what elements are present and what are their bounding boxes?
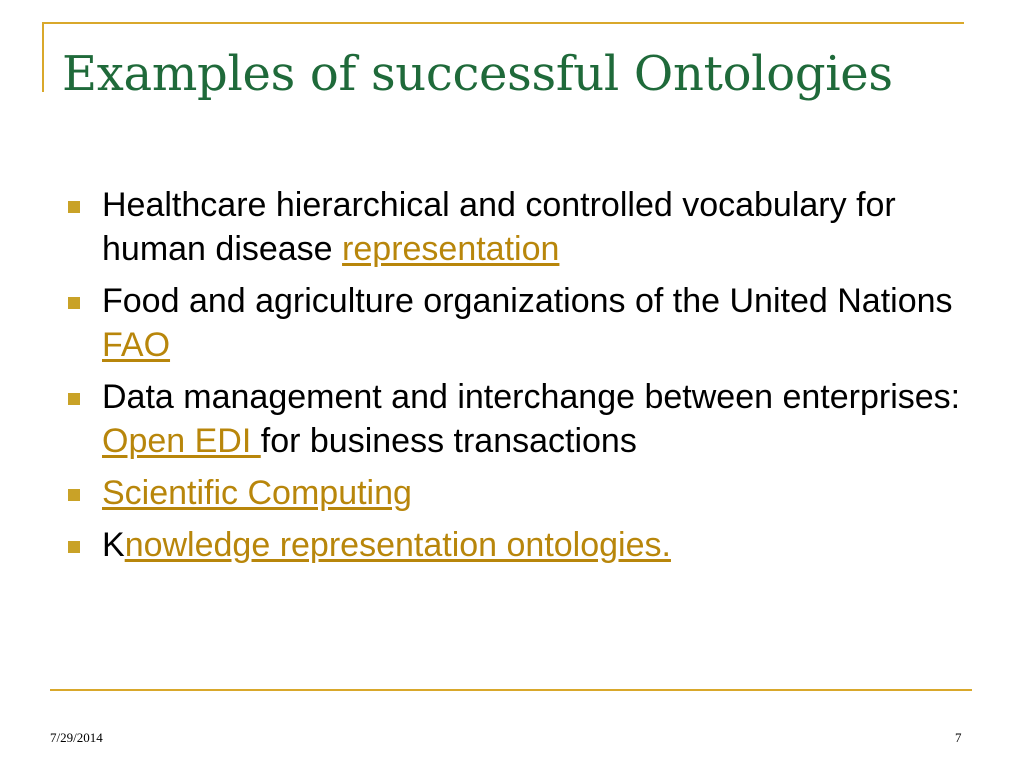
frame-top-line [42, 22, 964, 24]
footer-date: 7/29/2014 [50, 730, 103, 745]
frame-left-line [42, 22, 44, 92]
bullet-text-after: for business transactions [260, 422, 637, 460]
open-edi-link[interactable]: Open EDI [102, 422, 261, 460]
slide-title: Examples of successful Ontologies [62, 46, 893, 102]
square-bullet-icon [68, 297, 80, 309]
bullet-text: Healthcare hierarchical and controlled vocabulary for human disease [102, 186, 896, 268]
square-bullet-icon [68, 489, 80, 501]
bullet-item-knowledge-representation [62, 523, 972, 567]
footer-divider-line [50, 689, 972, 691]
scientific-computing-link[interactable]: Scientific Computing [102, 474, 412, 512]
fao-link[interactable]: FAO [102, 326, 171, 364]
bullet-text: Data management and interchange between enterprises: [102, 378, 961, 416]
bullet-item-fao [62, 279, 972, 367]
page-number: 7 [955, 730, 962, 745]
bullet-list [62, 183, 972, 575]
bullet-item-open-edi [62, 375, 972, 463]
representation-link[interactable]: representation [342, 230, 560, 268]
knowledge-representation-link[interactable]: nowledge representation ontologies. [124, 526, 671, 564]
square-bullet-icon [68, 541, 80, 553]
square-bullet-icon [68, 393, 80, 405]
bullet-text: K [102, 526, 125, 564]
bullet-item-healthcare [62, 183, 972, 271]
bullet-item-scientific-computing [62, 471, 972, 515]
square-bullet-icon [68, 201, 80, 213]
bullet-text: Food and agriculture organizations of the United Nations [102, 282, 953, 320]
